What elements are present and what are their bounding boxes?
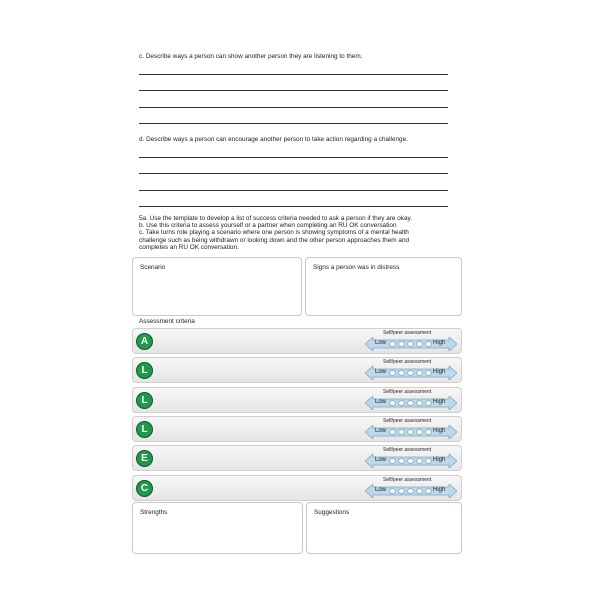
- scenario-label: Scenario: [140, 264, 166, 271]
- scale-high-label: High: [433, 457, 446, 464]
- self-peer-assessment-label: Self/peer assessment: [383, 330, 432, 336]
- rating-option-5[interactable]: [425, 370, 432, 376]
- rating-option-4[interactable]: [416, 458, 423, 464]
- rating-option-5[interactable]: [425, 429, 432, 435]
- scale-high-label: High: [433, 398, 446, 405]
- rating-option-3[interactable]: [407, 429, 414, 435]
- criteria-letter-badge: [136, 421, 153, 438]
- question-d: d. Describe ways a person can encourage another person to take action regarding a challenge.: [139, 136, 408, 143]
- rating-options: [389, 488, 432, 494]
- rating-options: [389, 400, 432, 406]
- answer-line[interactable]: [139, 157, 448, 158]
- self-peer-assessment-label: Self/peer assessment: [383, 447, 432, 454]
- scale-high-label: High: [433, 486, 446, 493]
- scale-high-label: High: [433, 340, 446, 346]
- criteria-letter: L: [141, 394, 148, 406]
- task-5b: b. Use this criteria to assess yourself or a partner when completing an RU OK conversation: [139, 222, 397, 229]
- rating-option-3[interactable]: [407, 370, 414, 376]
- assessment-criteria-title: Assessment criteria: [139, 318, 195, 325]
- rating-option-1[interactable]: [389, 400, 396, 406]
- rating-option-4[interactable]: [416, 488, 423, 494]
- rating-option-1[interactable]: [389, 488, 396, 494]
- rating-option-5[interactable]: [425, 341, 432, 347]
- assessment-row: [132, 387, 462, 413]
- rating-option-1[interactable]: [389, 341, 396, 347]
- self-peer-assessment-label: Self/peer assessment: [383, 417, 432, 424]
- criteria-letter-badge: [136, 362, 153, 379]
- answer-line[interactable]: [139, 190, 448, 191]
- rating-option-1[interactable]: [389, 370, 396, 376]
- suggestions-box[interactable]: [306, 502, 462, 554]
- scale-low-label: Low: [375, 340, 387, 346]
- criteria-letter-badge: [136, 333, 153, 350]
- rating-option-4[interactable]: [416, 429, 423, 435]
- task-5c-line3: completes an RU OK conversation.: [139, 244, 239, 251]
- answer-line[interactable]: [139, 90, 448, 91]
- strengths-box[interactable]: [132, 502, 303, 554]
- rating-option-3[interactable]: [407, 341, 414, 347]
- low-high-scale: [365, 337, 457, 351]
- scale-low-label: Low: [375, 427, 387, 434]
- assessment-row: [132, 416, 462, 442]
- criteria-letter-badge: [136, 480, 153, 497]
- assessment-row: [132, 328, 462, 354]
- low-high-scale: [365, 366, 457, 380]
- suggestions-label: Suggestions: [314, 509, 350, 516]
- criteria-letter: E: [141, 453, 148, 465]
- rating-options: [389, 458, 432, 464]
- low-high-scale: [365, 484, 457, 498]
- rating-option-5[interactable]: [425, 400, 432, 406]
- scale-low-label: Low: [375, 457, 387, 464]
- task-5c-line1: c. Take turns role playing a scenario where one person is showing symptoms of a mental health: [139, 229, 409, 236]
- self-peer-assessment-label: Self/peer assessment: [383, 359, 432, 366]
- criteria-letter: A: [140, 336, 149, 347]
- rating-option-1[interactable]: [389, 458, 396, 464]
- answer-line[interactable]: [139, 107, 448, 108]
- rating-option-4[interactable]: [416, 370, 423, 376]
- rating-option-2[interactable]: [398, 400, 405, 406]
- rating-option-2[interactable]: [398, 370, 405, 376]
- rating-option-2[interactable]: [398, 488, 405, 494]
- rating-option-5[interactable]: [425, 458, 432, 464]
- rating-option-1[interactable]: [389, 429, 396, 435]
- low-high-scale: [365, 454, 457, 468]
- rating-option-4[interactable]: [416, 341, 423, 347]
- criteria-letter: L: [141, 365, 148, 377]
- assessment-row: [132, 445, 462, 471]
- criteria-letter-badge: [136, 392, 153, 409]
- rating-option-2[interactable]: [398, 458, 405, 464]
- answer-line[interactable]: [139, 74, 448, 75]
- answer-line[interactable]: [139, 206, 448, 207]
- strengths-label: Strengths: [140, 509, 168, 516]
- rating-options: [389, 370, 432, 376]
- answer-line[interactable]: [139, 123, 448, 124]
- scenario-box[interactable]: [132, 257, 302, 316]
- scale-high-label: High: [433, 427, 446, 434]
- rating-options: [389, 341, 432, 347]
- criteria-letter: C: [140, 482, 149, 494]
- question-c: c. Describe ways a person can show another person they are listening to them.: [139, 53, 363, 60]
- self-peer-assessment-label: Self/peer assessment: [383, 388, 432, 395]
- criteria-letter-badge: [136, 450, 153, 467]
- rating-options: [389, 429, 432, 435]
- low-high-scale: [365, 425, 457, 439]
- rating-option-3[interactable]: [407, 400, 414, 406]
- low-high-scale: [365, 396, 457, 410]
- scale-low-label: Low: [375, 398, 387, 405]
- rating-option-2[interactable]: [398, 341, 405, 347]
- criteria-letter: L: [141, 423, 148, 435]
- rating-option-3[interactable]: [407, 458, 414, 464]
- assessment-row: [132, 475, 462, 501]
- task-5a: 5a. Use the template to develop a list of success criteria needed to ask a person if they are okay.: [139, 215, 413, 222]
- scale-low-label: Low: [375, 486, 387, 493]
- signs-distress-label: Signs a person was in distress: [313, 264, 400, 271]
- scale-low-label: Low: [375, 369, 387, 376]
- self-peer-assessment-label: Self/peer assessment: [383, 476, 432, 483]
- rating-option-2[interactable]: [398, 429, 405, 435]
- task-5c-line2: challenge such as being withdrawn or looking down and the other person approaches them and: [139, 237, 410, 244]
- signs-distress-box[interactable]: [305, 257, 462, 316]
- assessment-row: [132, 357, 462, 383]
- answer-line[interactable]: [139, 173, 448, 174]
- rating-option-5[interactable]: [425, 488, 432, 494]
- scale-high-label: High: [433, 369, 446, 376]
- rating-option-3[interactable]: [407, 488, 414, 494]
- rating-option-4[interactable]: [416, 400, 423, 406]
